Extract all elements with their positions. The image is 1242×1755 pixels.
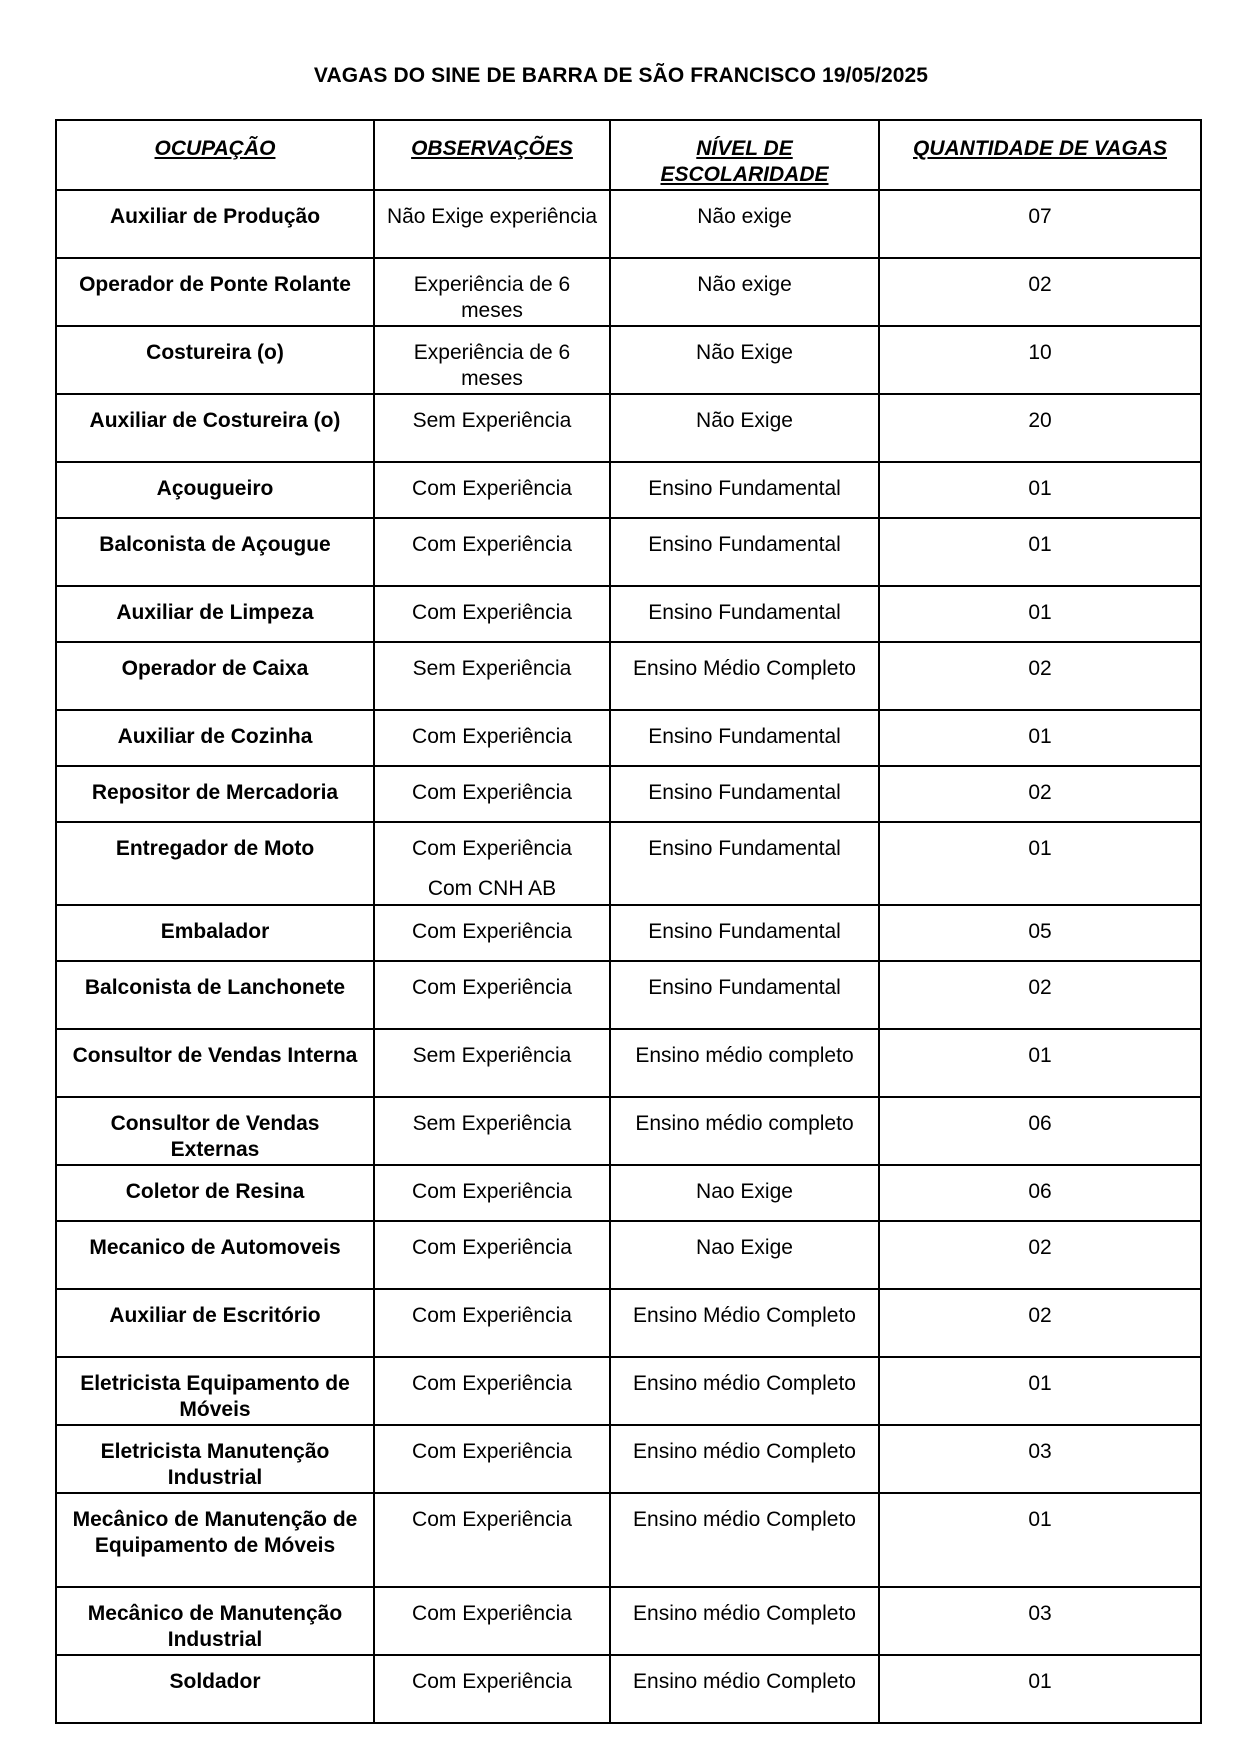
table-row bbox=[56, 326, 1201, 394]
cell-observacoes bbox=[374, 766, 610, 822]
cell-ocupacao: Embalador bbox=[56, 905, 374, 961]
table-row bbox=[56, 710, 1201, 766]
table-row bbox=[56, 394, 1201, 462]
table-row bbox=[56, 518, 1201, 586]
table-row bbox=[56, 1029, 1201, 1097]
cell-ocupacao: Auxiliar de Escritório bbox=[56, 1289, 374, 1357]
cell-quantidade: 02 bbox=[879, 766, 1201, 822]
observacoes-text: Com Experiência bbox=[412, 1440, 572, 1463]
cell-ocupacao: Soldador bbox=[56, 1655, 374, 1723]
header-quantidade: QUANTIDADE DE VAGAS bbox=[879, 120, 1201, 190]
cell-quantidade: 20 bbox=[879, 394, 1201, 462]
cell-observacoes bbox=[374, 1029, 610, 1097]
table-row bbox=[56, 1425, 1201, 1493]
table-row bbox=[56, 1587, 1201, 1655]
table-row bbox=[56, 766, 1201, 822]
table-row bbox=[56, 1165, 1201, 1221]
cell-escolaridade: Ensino Fundamental bbox=[610, 462, 879, 518]
cell-escolaridade: Ensino Fundamental bbox=[610, 961, 879, 1029]
observacoes-text: Experiência de 6 meses bbox=[413, 341, 571, 390]
page-title: VAGAS DO SINE DE BARRA DE SÃO FRANCISCO 19/05/2025 bbox=[313, 64, 929, 87]
cell-quantidade: 01 bbox=[879, 586, 1201, 642]
cell-escolaridade: Ensino Médio Completo bbox=[610, 1289, 879, 1357]
table-row bbox=[56, 1289, 1201, 1357]
cell-ocupacao: Coletor de Resina bbox=[56, 1165, 374, 1221]
cell-ocupacao: Consultor de Vendas Externas bbox=[56, 1097, 374, 1165]
cell-observacoes bbox=[374, 1493, 610, 1587]
observacoes-text: Não Exige experiência bbox=[386, 205, 598, 228]
cell-observacoes bbox=[374, 518, 610, 586]
cell-ocupacao: Balconista de Açougue bbox=[56, 518, 374, 586]
cell-ocupacao: Auxiliar de Limpeza bbox=[56, 586, 374, 642]
observacoes-extra-text: Com CNH AB bbox=[427, 877, 557, 900]
observacoes-text: Com Experiência bbox=[412, 1670, 572, 1693]
cell-quantidade: 02 bbox=[879, 1289, 1201, 1357]
table-row bbox=[56, 462, 1201, 518]
cell-ocupacao: Auxiliar de Costureira (o) bbox=[56, 394, 374, 462]
cell-observacoes bbox=[374, 1587, 610, 1655]
table-row bbox=[56, 905, 1201, 961]
cell-escolaridade: Ensino Fundamental bbox=[610, 905, 879, 961]
cell-ocupacao: Mecânico de Manutenção de Equipamento de Móveis bbox=[56, 1493, 374, 1587]
cell-escolaridade: Ensino Fundamental bbox=[610, 586, 879, 642]
cell-observacoes bbox=[374, 586, 610, 642]
observacoes-text: Com Experiência bbox=[412, 837, 572, 860]
cell-quantidade: 02 bbox=[879, 642, 1201, 710]
cell-observacoes bbox=[374, 642, 610, 710]
table-header-row bbox=[56, 120, 1201, 190]
table-row bbox=[56, 1221, 1201, 1289]
cell-quantidade: 01 bbox=[879, 1357, 1201, 1425]
table-row bbox=[56, 822, 1201, 905]
cell-escolaridade: Ensino médio Completo bbox=[610, 1587, 879, 1655]
observacoes-text: Sem Experiência bbox=[412, 657, 572, 680]
cell-quantidade: 10 bbox=[879, 326, 1201, 394]
cell-observacoes bbox=[374, 961, 610, 1029]
table-row bbox=[56, 1493, 1201, 1587]
cell-escolaridade: Ensino Fundamental bbox=[610, 710, 879, 766]
cell-quantidade: 07 bbox=[879, 190, 1201, 258]
cell-observacoes bbox=[374, 710, 610, 766]
cell-escolaridade: Ensino médio completo bbox=[610, 1097, 879, 1165]
cell-escolaridade: Ensino Fundamental bbox=[610, 822, 879, 905]
cell-escolaridade: Ensino Fundamental bbox=[610, 766, 879, 822]
observacoes-text: Sem Experiência bbox=[412, 1044, 572, 1067]
cell-observacoes bbox=[374, 1221, 610, 1289]
table-row bbox=[56, 1655, 1201, 1723]
cell-quantidade: 02 bbox=[879, 961, 1201, 1029]
cell-ocupacao: Açougueiro bbox=[56, 462, 374, 518]
cell-quantidade: 02 bbox=[879, 1221, 1201, 1289]
cell-observacoes bbox=[374, 822, 610, 905]
cell-escolaridade: Ensino médio Completo bbox=[610, 1493, 879, 1587]
table-row bbox=[56, 258, 1201, 326]
cell-quantidade: 03 bbox=[879, 1425, 1201, 1493]
observacoes-text: Com Experiência bbox=[412, 781, 572, 804]
cell-ocupacao: Operador de Ponte Rolante bbox=[56, 258, 374, 326]
cell-ocupacao: Repositor de Mercadoria bbox=[56, 766, 374, 822]
observacoes-text: Experiência de 6 meses bbox=[413, 273, 571, 322]
table-row bbox=[56, 1097, 1201, 1165]
observacoes-text: Com Experiência bbox=[412, 725, 572, 748]
cell-ocupacao: Auxiliar de Produção bbox=[56, 190, 374, 258]
cell-escolaridade: Ensino Fundamental bbox=[610, 518, 879, 586]
table-row bbox=[56, 1357, 1201, 1425]
table-body bbox=[56, 190, 1201, 1723]
cell-observacoes bbox=[374, 1289, 610, 1357]
cell-ocupacao: Costureira (o) bbox=[56, 326, 374, 394]
cell-quantidade: 06 bbox=[879, 1097, 1201, 1165]
observacoes-text: Com Experiência bbox=[412, 1602, 572, 1625]
observacoes-text: Sem Experiência bbox=[412, 1112, 572, 1135]
cell-quantidade: 02 bbox=[879, 258, 1201, 326]
observacoes-text: Com Experiência bbox=[412, 1304, 572, 1327]
cell-quantidade: 01 bbox=[879, 710, 1201, 766]
cell-observacoes bbox=[374, 190, 610, 258]
cell-quantidade: 01 bbox=[879, 518, 1201, 586]
cell-quantidade: 01 bbox=[879, 1493, 1201, 1587]
observacoes-text: Com Experiência bbox=[412, 1508, 572, 1531]
cell-quantidade: 01 bbox=[879, 822, 1201, 905]
cell-quantidade: 05 bbox=[879, 905, 1201, 961]
cell-ocupacao: Mecanico de Automoveis bbox=[56, 1221, 374, 1289]
cell-ocupacao: Mecânico de Manutenção Industrial bbox=[56, 1587, 374, 1655]
cell-observacoes bbox=[374, 394, 610, 462]
header-observacoes: OBSERVAÇÕES bbox=[374, 120, 610, 190]
observacoes-text: Com Experiência bbox=[412, 1180, 572, 1203]
observacoes-text: Com Experiência bbox=[412, 1236, 572, 1259]
cell-observacoes bbox=[374, 462, 610, 518]
observacoes-text: Sem Experiência bbox=[412, 409, 572, 432]
cell-escolaridade: Ensino Médio Completo bbox=[610, 642, 879, 710]
cell-quantidade: 01 bbox=[879, 1655, 1201, 1723]
observacoes-text: Com Experiência bbox=[412, 601, 572, 624]
cell-quantidade: 01 bbox=[879, 1029, 1201, 1097]
cell-ocupacao: Operador de Caixa bbox=[56, 642, 374, 710]
observacoes-text: Com Experiência bbox=[412, 533, 572, 556]
cell-quantidade: 01 bbox=[879, 462, 1201, 518]
header-ocupacao: OCUPAÇÃO bbox=[56, 120, 374, 190]
cell-escolaridade: Nao Exige bbox=[610, 1165, 879, 1221]
header-escolaridade: NÍVEL DE ESCOLARIDADE bbox=[610, 120, 879, 190]
table-row bbox=[56, 961, 1201, 1029]
cell-observacoes bbox=[374, 1165, 610, 1221]
cell-escolaridade: Nao Exige bbox=[610, 1221, 879, 1289]
cell-ocupacao: Entregador de Moto bbox=[56, 822, 374, 905]
cell-escolaridade: Ensino médio Completo bbox=[610, 1357, 879, 1425]
cell-escolaridade: Não Exige bbox=[610, 394, 879, 462]
cell-escolaridade: Ensino médio completo bbox=[610, 1029, 879, 1097]
cell-escolaridade: Não exige bbox=[610, 258, 879, 326]
cell-ocupacao: Eletricista Manutenção Industrial bbox=[56, 1425, 374, 1493]
cell-escolaridade: Não exige bbox=[610, 190, 879, 258]
cell-observacoes bbox=[374, 1655, 610, 1723]
cell-ocupacao: Auxiliar de Cozinha bbox=[56, 710, 374, 766]
observacoes-text: Com Experiência bbox=[412, 976, 572, 999]
cell-ocupacao: Balconista de Lanchonete bbox=[56, 961, 374, 1029]
cell-quantidade: 03 bbox=[879, 1587, 1201, 1655]
cell-observacoes bbox=[374, 1425, 610, 1493]
cell-observacoes bbox=[374, 1097, 610, 1165]
cell-observacoes bbox=[374, 258, 610, 326]
cell-escolaridade: Não Exige bbox=[610, 326, 879, 394]
table-row bbox=[56, 190, 1201, 258]
observacoes-text: Com Experiência bbox=[412, 920, 572, 943]
cell-escolaridade: Ensino médio Completo bbox=[610, 1425, 879, 1493]
table-row bbox=[56, 586, 1201, 642]
cell-quantidade: 06 bbox=[879, 1165, 1201, 1221]
observacoes-text: Com Experiência bbox=[412, 1372, 572, 1395]
cell-escolaridade: Ensino médio Completo bbox=[610, 1655, 879, 1723]
cell-observacoes bbox=[374, 326, 610, 394]
cell-ocupacao: Consultor de Vendas Interna bbox=[56, 1029, 374, 1097]
cell-observacoes bbox=[374, 1357, 610, 1425]
table-row bbox=[56, 642, 1201, 710]
cell-observacoes bbox=[374, 905, 610, 961]
observacoes-text: Com Experiência bbox=[412, 477, 572, 500]
vacancies-table bbox=[55, 119, 1202, 1724]
cell-ocupacao: Eletricista Equipamento de Móveis bbox=[56, 1357, 374, 1425]
